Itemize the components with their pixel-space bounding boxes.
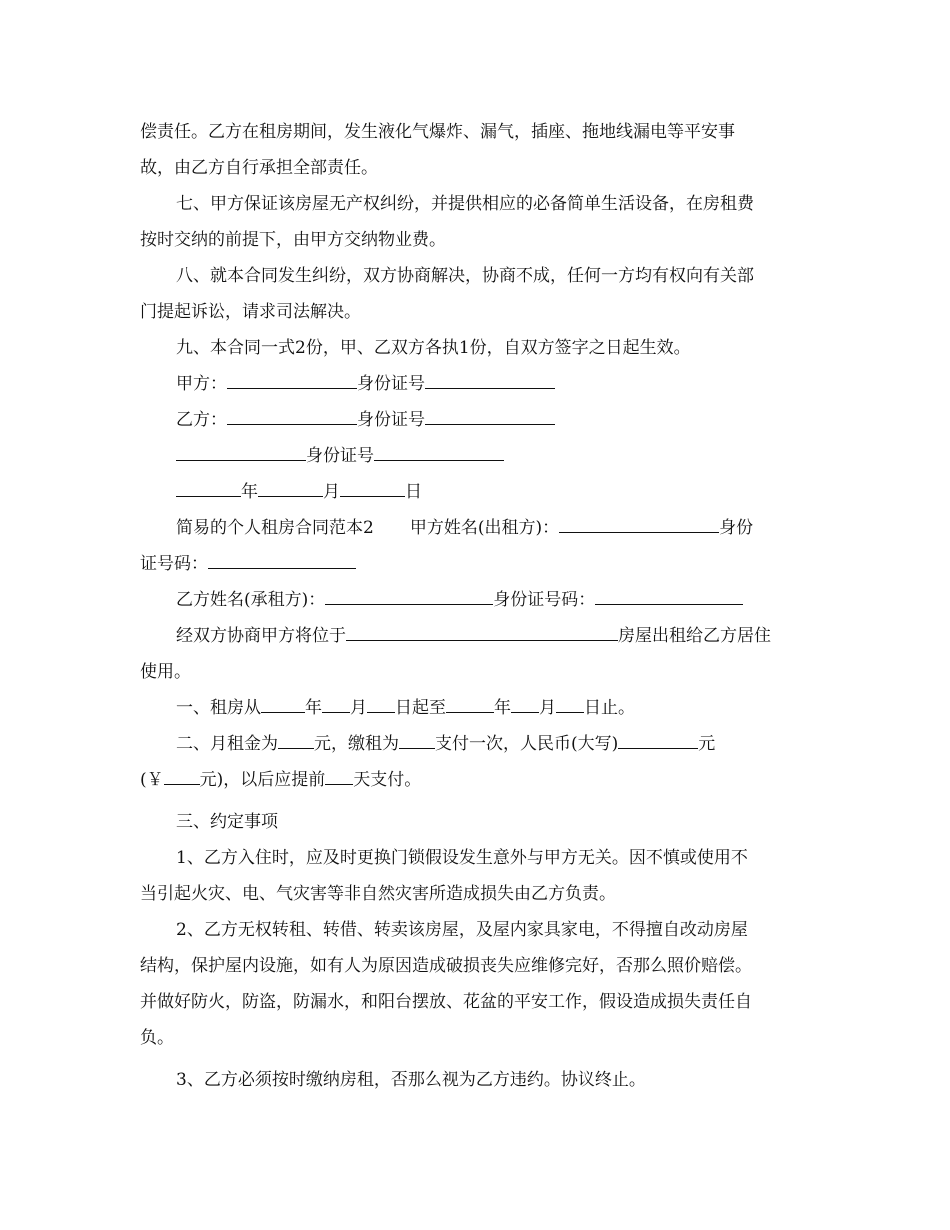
item-3: 3、乙方必须按时缴纳房租，否那么视为乙方违约。协议终止。 (176, 1070, 646, 1090)
clause-7: 七、甲方保证该房屋无产权纠纷，并提供相应的必备简单生活设备，在房租费 (176, 194, 754, 214)
blank-line (374, 444, 504, 461)
blank-line (367, 696, 395, 713)
party-b-signature-line: 乙方： 身份证号 (176, 408, 856, 432)
blank-line (164, 768, 200, 785)
blank-line (325, 768, 353, 785)
party-a-signature-line: 甲方： 身份证号 (176, 372, 856, 396)
rent-line: 二、月租金为 元，缴租为 支付一次，人民币(大写) 元 (176, 734, 716, 754)
template-2-heading-line: 简易的个人租房合同范本2 甲方姓名(出租方)： 身份 (176, 518, 754, 538)
text-line: 负。 (140, 1028, 174, 1048)
rental-period-line: 一、租房从 年 月 日起至 年 月 日止。 (176, 698, 635, 718)
blank-line (425, 408, 555, 425)
blank-line (346, 624, 618, 641)
blank-line (618, 732, 698, 749)
blank-line (227, 372, 357, 389)
tenant-line: 乙方姓名(承租方)： 身份证号码： (176, 588, 856, 612)
blank-line (278, 732, 314, 749)
text-line: 使用。 (140, 662, 191, 682)
date-line: 年 月 日 (176, 480, 856, 504)
text-line: 结构，保护屋内设施，如有人为原因造成破损丧失应维修完好，否那么照价赔偿。 (140, 956, 752, 976)
blank-line (595, 588, 743, 605)
blank-line (322, 696, 350, 713)
text-line: 按时交纳的前提下，由甲方交纳物业费。 (140, 230, 446, 250)
clause-9: 九、本合同一式2份，甲、乙双方各执1份，自双方签字之日起生效。 (176, 338, 691, 358)
text-line: 门提起诉讼，请求司法解决。 (140, 302, 361, 322)
text-line: 故，由乙方自行承担全部责任。 (140, 158, 378, 178)
blank-line (425, 372, 555, 389)
blank-line (559, 516, 719, 533)
text-line: 并做好防火，防盗，防漏水，和阳台摆放、花盆的平安工作，假设造成损失责任自 (140, 992, 752, 1012)
clause-8: 八、就本合同发生纠纷，双方协商解决，协商不成，任何一方均有权向有关部 (176, 266, 754, 286)
blank-line (399, 732, 435, 749)
section-3-heading: 三、约定事项 (176, 812, 278, 832)
blank-line (258, 480, 323, 497)
item-2: 2、乙方无权转租、转借、转卖该房屋，及屋内家具家电，不得擅自改动房屋 (176, 920, 748, 940)
blank-line (325, 588, 493, 605)
text-line: 当引起火灾、电、气灾害等非自然灾害所造成损失由乙方负责。 (140, 884, 616, 904)
text-line: 证号码： (140, 552, 820, 576)
blank-line (176, 480, 241, 497)
blank-line (261, 696, 305, 713)
property-line: 经双方协商甲方将位于 房屋出租给乙方居住 (176, 626, 771, 646)
blank-line (340, 480, 405, 497)
text-line: 偿责任。乙方在租房期间，发生液化气爆炸、漏气，插座、拖地线漏电等平安事 (140, 122, 735, 142)
blank-line (446, 696, 494, 713)
blank-line (227, 408, 357, 425)
witness-signature-line: 身份证号 (176, 444, 856, 468)
blank-line (511, 696, 539, 713)
blank-line (176, 444, 306, 461)
blank-line (208, 552, 356, 569)
blank-line (556, 696, 584, 713)
item-1: 1、乙方入住时，应及时更换门锁假设发生意外与甲方无关。因不慎或使用不 (176, 848, 748, 868)
text-line: (￥ 元)，以后应提前 天支付。 (140, 770, 422, 790)
